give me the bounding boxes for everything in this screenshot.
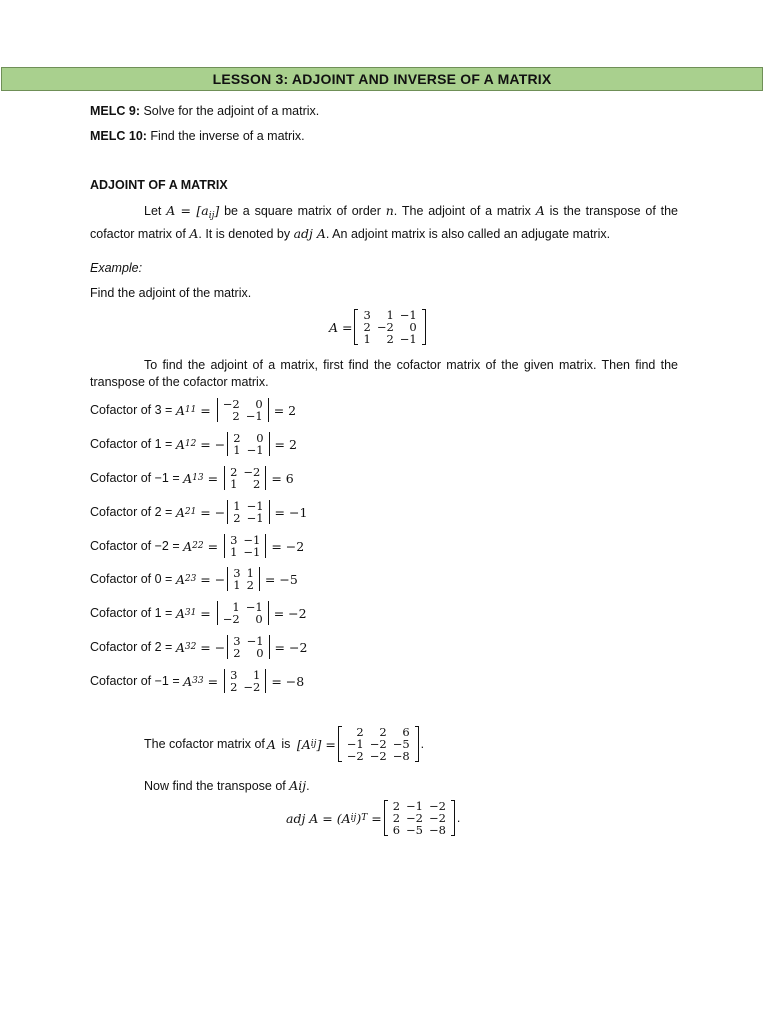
cofactor-matrix-A: A (266, 736, 276, 752)
cofactor-symbol: A (175, 605, 185, 621)
cofactor-result: = 6 (271, 470, 294, 486)
det-cell: −1 (246, 443, 264, 457)
det-bar-right (265, 669, 266, 693)
cofactor-determinant (227, 500, 269, 524)
cofactor-determinant (224, 534, 266, 558)
bracket-right (422, 309, 426, 345)
cofactor-subscript: 32 (184, 642, 197, 652)
def-text-4: is the transpose of the cofactor matrix of (90, 204, 678, 241)
det-grid (225, 466, 265, 490)
det-bar-right (268, 398, 269, 422)
cofactor-equals: = (200, 504, 211, 520)
adj-lhs: adj A = (A (286, 810, 351, 826)
det-cell: 2 (233, 646, 241, 660)
matrix-cell: −2 (346, 749, 364, 763)
cofactor-equals: = (200, 571, 211, 587)
cofactor-subscript: 31 (184, 608, 197, 618)
cofactor-symbol: A (175, 436, 185, 452)
det-cell: 2 (246, 578, 254, 592)
det-cell: 2 (232, 409, 240, 423)
matrix-cell: 2 (379, 725, 387, 739)
det-bar-right (269, 500, 270, 524)
steps-paragraph: To find the adjoint of a matrix, first find the cofactor matrix of the given matrix. Then find the transpose of the cofactor matrix. (90, 358, 678, 389)
matrix-cell: 1 (386, 308, 394, 322)
cofactor-subscript: 23 (184, 574, 197, 584)
cofactor-determinant (217, 601, 269, 625)
cofactor-symbol: A (175, 402, 185, 418)
matrix-cell: −1 (346, 737, 364, 751)
cofactor-result: = 2 (274, 436, 297, 452)
cofactor-result: = −8 (271, 673, 305, 689)
matrix-cell: 6 (392, 823, 401, 837)
adjoint-matrix-grid (388, 800, 451, 836)
cofactor-matrix-lhs: [A (296, 736, 311, 752)
cofactor-subscript: 12 (184, 439, 197, 449)
matrix-cell: −1 (399, 308, 417, 322)
def-text-6: . An adjoint matrix is also called an adjugate matrix. (325, 227, 611, 241)
def-math-n: n (385, 203, 394, 218)
cofactor-prefix: Cofactor of 1 = (90, 437, 176, 451)
matrix-A-lhs: A = (329, 319, 353, 335)
cofactor-matrix-lhs-sub: ij (310, 739, 317, 749)
cofactor-row (90, 461, 294, 495)
cofactor-negation: − (214, 571, 226, 587)
cofactor-prefix: Cofactor of 0 = (90, 572, 176, 586)
det-grid (225, 534, 265, 558)
def-math-aij: [a (196, 203, 209, 218)
det-bar-right (269, 432, 270, 456)
det-cell: 1 (233, 499, 241, 513)
lesson-title: LESSON 3: ADJOINT AND INVERSE OF A MATRIX (1, 67, 763, 91)
cofactor-equals: = (200, 639, 211, 655)
det-cell: 0 (255, 397, 263, 411)
def-math-A2: A (535, 203, 545, 218)
matrix-cell: 6 (402, 725, 410, 739)
cofactor-prefix: Cofactor of −2 = (90, 539, 184, 553)
det-cell: 2 (230, 680, 238, 694)
def-text-2: be a square matrix of order (219, 204, 386, 218)
cofactor-equals: = (200, 605, 211, 621)
cofactor-determinant (227, 567, 260, 591)
cofactor-result: = −5 (264, 571, 298, 587)
transpose-Aij: Aij (289, 778, 307, 793)
cofactor-determinant (217, 398, 269, 422)
matrix-cell: 2 (356, 725, 364, 739)
adj-lhs-close: ) (356, 810, 362, 826)
adj-eq: = (367, 810, 382, 826)
matrix-A-grid (358, 309, 421, 345)
cofactor-equals: = (200, 436, 211, 452)
det-cell: 0 (256, 646, 264, 660)
det-cell: −1 (246, 499, 264, 513)
cofactor-row (90, 529, 304, 563)
matrix-cell: 2 (363, 320, 371, 334)
cofactor-symbol: A (175, 571, 185, 587)
matrix-cell: 3 (363, 308, 371, 322)
cofactor-determinant (224, 669, 266, 693)
cofactor-result: = −2 (271, 538, 305, 554)
melc-9-text: Solve for the adjoint of a matrix. (140, 104, 320, 118)
adj-sup-T: T (361, 813, 368, 823)
matrix-cell: −1 (399, 332, 417, 346)
cofactor-matrix (338, 726, 419, 762)
det-cell: 1 (246, 566, 254, 580)
cofactor-matrix-end: . (420, 737, 425, 751)
det-cell: 3 (230, 533, 238, 547)
cofactor-symbol: A (183, 538, 193, 554)
det-cell: 2 (253, 477, 261, 491)
matrix-cell: −2 (406, 811, 423, 825)
cofactor-negation: − (214, 639, 226, 655)
det-cell: 2 (233, 431, 241, 445)
det-cell: 3 (233, 566, 241, 580)
cofactor-matrix-is: is (277, 737, 294, 751)
matrix-cell: 2 (386, 332, 394, 346)
det-cell: 1 (233, 443, 241, 457)
matrix-cell: −2 (428, 811, 446, 825)
cofactor-result: = −2 (274, 639, 308, 655)
matrix-cell: 2 (392, 799, 401, 813)
det-cell: −1 (243, 545, 261, 559)
det-cell: 0 (255, 612, 263, 626)
matrix-cell: −2 (376, 320, 394, 334)
def-math-A3: A (189, 226, 199, 241)
det-cell: 1 (232, 600, 240, 614)
cofactor-matrix-text: The cofactor matrix of (144, 737, 265, 751)
def-math-adj: adj A (293, 226, 326, 241)
cofactor-symbol: A (175, 504, 185, 520)
cofactor-prefix: Cofactor of 2 = (90, 505, 176, 519)
bracket-right (415, 726, 419, 762)
cofactor-equals: = (207, 673, 219, 689)
melc-10-label: MELC 10: (90, 129, 147, 143)
det-grid (228, 500, 268, 524)
bracket-right (451, 800, 455, 836)
det-cell: 1 (253, 668, 261, 682)
cofactor-prefix: Cofactor of −1 = (90, 471, 184, 485)
adjoint-result (286, 800, 460, 836)
find-instruction: Find the adjoint of the matrix. (90, 286, 252, 300)
adj-lhs-sub: ij (350, 813, 357, 823)
matrix-cell: −8 (428, 823, 446, 837)
cofactor-prefix: Cofactor of 2 = (90, 640, 176, 654)
matrix-cell: −8 (392, 749, 410, 763)
det-cell: −1 (243, 533, 261, 547)
matrix-cell: −2 (369, 749, 387, 763)
transpose-line (144, 778, 310, 793)
det-cell: −2 (222, 612, 240, 626)
cofactor-subscript: 22 (192, 541, 204, 551)
cofactor-equals: = (207, 538, 219, 554)
det-cell: −1 (245, 409, 263, 423)
cofactor-equals: = (207, 470, 219, 486)
cofactor-determinant (227, 635, 269, 659)
matrix-cell: −2 (369, 737, 387, 751)
matrix-cell: −1 (406, 799, 423, 813)
det-cell: −2 (222, 397, 240, 411)
det-grid (228, 432, 268, 456)
melc-9 (90, 104, 319, 118)
cofactor-matrix-line (144, 726, 424, 762)
cofactor-result: = 2 (273, 402, 297, 418)
cofactor-prefix: Cofactor of −1 = (90, 674, 184, 688)
adjoint-matrix (384, 800, 455, 836)
melc-10-text: Find the inverse of a matrix. (146, 129, 305, 143)
cofactor-determinant (227, 432, 269, 456)
cofactor-result: = −1 (274, 504, 308, 520)
cofactor-subscript: 33 (192, 676, 204, 686)
det-cell: 2 (230, 465, 238, 479)
matrix-cell: −5 (392, 737, 410, 751)
cofactor-matrix-grid (342, 726, 415, 762)
det-cell: −1 (246, 634, 264, 648)
definition-paragraph (90, 202, 678, 243)
cofactor-row (90, 562, 298, 596)
det-bar-right (265, 534, 266, 558)
adj-end: . (456, 811, 461, 825)
det-grid (228, 635, 268, 659)
cofactor-row (90, 664, 304, 698)
cofactor-result: = −2 (273, 605, 307, 621)
melc-9-label: MELC 9: (90, 104, 140, 118)
det-cell: −2 (243, 680, 261, 694)
def-math-A: A = (166, 203, 197, 218)
example-label: Example: (90, 261, 143, 275)
cofactor-subscript: 11 (184, 405, 197, 415)
det-cell: −1 (245, 600, 263, 614)
matrix-cell: −5 (406, 823, 423, 837)
cofactor-symbol: A (183, 470, 193, 486)
det-cell: 3 (233, 634, 241, 648)
transpose-end: . (306, 779, 310, 793)
det-bar-right (269, 635, 270, 659)
det-cell: −2 (243, 465, 261, 479)
det-grid (225, 669, 265, 693)
det-cell: 0 (256, 431, 264, 445)
cofactor-row (90, 495, 307, 529)
det-grid (218, 601, 268, 625)
transpose-text: Now find the transpose of (144, 779, 290, 793)
cofactor-subscript: 21 (184, 507, 197, 517)
matrix-cell: 0 (409, 320, 417, 334)
cofactor-subscript: 13 (192, 473, 204, 483)
melc-10 (90, 129, 305, 143)
det-cell: 2 (233, 511, 241, 525)
det-grid (218, 398, 268, 422)
det-bar-right (265, 466, 266, 490)
cofactor-symbol: A (183, 673, 193, 689)
det-bar-right (268, 601, 269, 625)
det-cell: 1 (230, 545, 238, 559)
det-grid (228, 567, 259, 591)
matrix-A (354, 309, 425, 345)
matrix-cell: −2 (428, 799, 446, 813)
cofactor-equals: = (200, 402, 211, 418)
det-cell: 1 (230, 477, 238, 491)
cofactor-negation: − (214, 504, 226, 520)
cofactor-symbol: A (175, 639, 185, 655)
section-heading: ADJOINT OF A MATRIX (90, 178, 228, 192)
cofactor-row (90, 630, 307, 664)
cofactor-prefix: Cofactor of 1 = (90, 606, 176, 620)
matrix-A-equation (329, 309, 428, 345)
det-bar-right (259, 567, 260, 591)
cofactor-negation: − (214, 436, 226, 452)
matrix-cell: 2 (392, 811, 401, 825)
cofactor-determinant (224, 466, 266, 490)
cofactor-prefix: Cofactor of 3 = (90, 403, 176, 417)
def-math-aij-sub: ij (208, 211, 215, 221)
def-text-5: . It is denoted by (198, 227, 294, 241)
det-cell: −1 (246, 511, 264, 525)
cofactor-row (90, 393, 296, 427)
det-cell: 1 (233, 578, 241, 592)
cofactor-row (90, 427, 297, 461)
det-cell: 3 (230, 668, 238, 682)
matrix-cell: 1 (363, 332, 371, 346)
def-text-1: Let (144, 204, 167, 218)
def-math-aij-close: ] (214, 203, 220, 218)
cofactor-matrix-lhs-close: ] = (316, 736, 336, 752)
def-text-3: . The adjoint of a matrix (393, 204, 536, 218)
cofactor-row (90, 596, 307, 630)
